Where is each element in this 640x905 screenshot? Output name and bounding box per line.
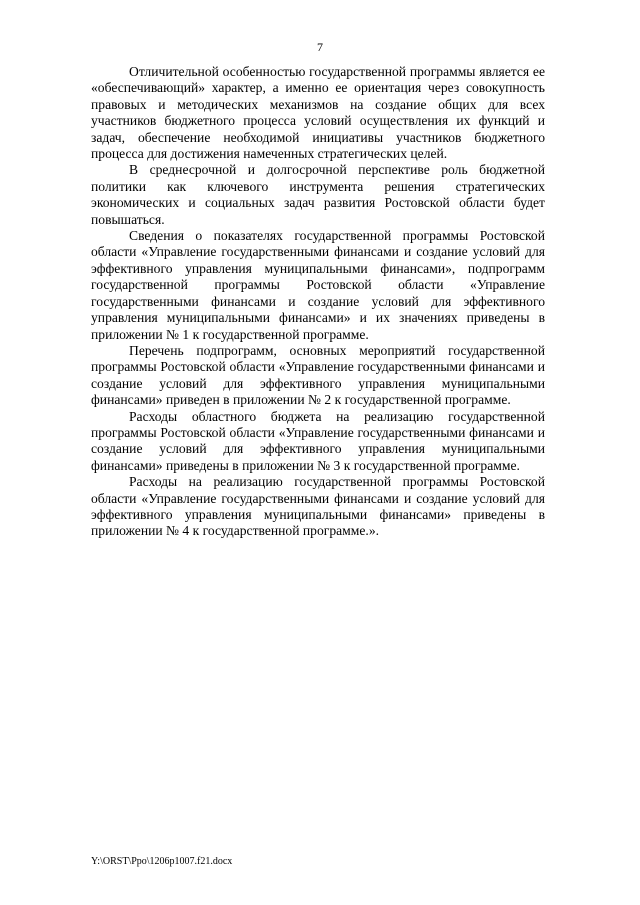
file-path-footer: Y:\ORST\Ppo\1206p1007.f21.docx (91, 856, 233, 867)
paragraph-6: Расходы на реализацию государственной программы Ростовской области «Управление государственными финансами и создание условий для эффективного управления муниципальными финансами» приведены в приложении № 4 к государственной программе.». (91, 474, 545, 539)
paragraph-2: В среднесрочной и долгосрочной перспективе роль бюджетной политики как ключевого инструмента решения стратегических экономических и социальных задач развития Ростовской области будет повышаться. (91, 162, 545, 227)
paragraph-1: Отличительной особенностью государственной программы является ее «обеспечивающий» характер, а именно ее ориентация через совокупность правовых и методических механизмов на создание общих для всех участников бюджетного процесса условий осуществления их функций и задач, обеспечение необходимой инициативы участников бюджетного процесса для достижения намеченных стратегических целей. (91, 64, 545, 162)
page-number: 7 (317, 40, 323, 54)
paragraph-3: Сведения о показателях государственной программы Ростовской области «Управление государственными финансами и создание условий для эффективного управления муниципальными финансами», подпрограмм государственной программы Ростовской области «Управление государственными финансами и создание условий для эффективного управления муниципальными финансами» и их значениях приведены в приложении № 1 к государственной программе. (91, 228, 545, 342)
paragraph-4: Перечень подпрограмм, основных мероприятий государственной программы Ростовской области «Управление государственными финансами и создание условий для эффективного управления муниципальными финансами» приведен в приложении № 2 к государственной программе. (91, 342, 545, 408)
document-body (91, 64, 545, 540)
paragraph-5: Расходы областного бюджета на реализацию государственной программы Ростовской области «Управление государственными финансами и создание условий для эффективного управления муниципальными финансами» приведены в приложении № 3 к государственной программе. (91, 408, 545, 473)
